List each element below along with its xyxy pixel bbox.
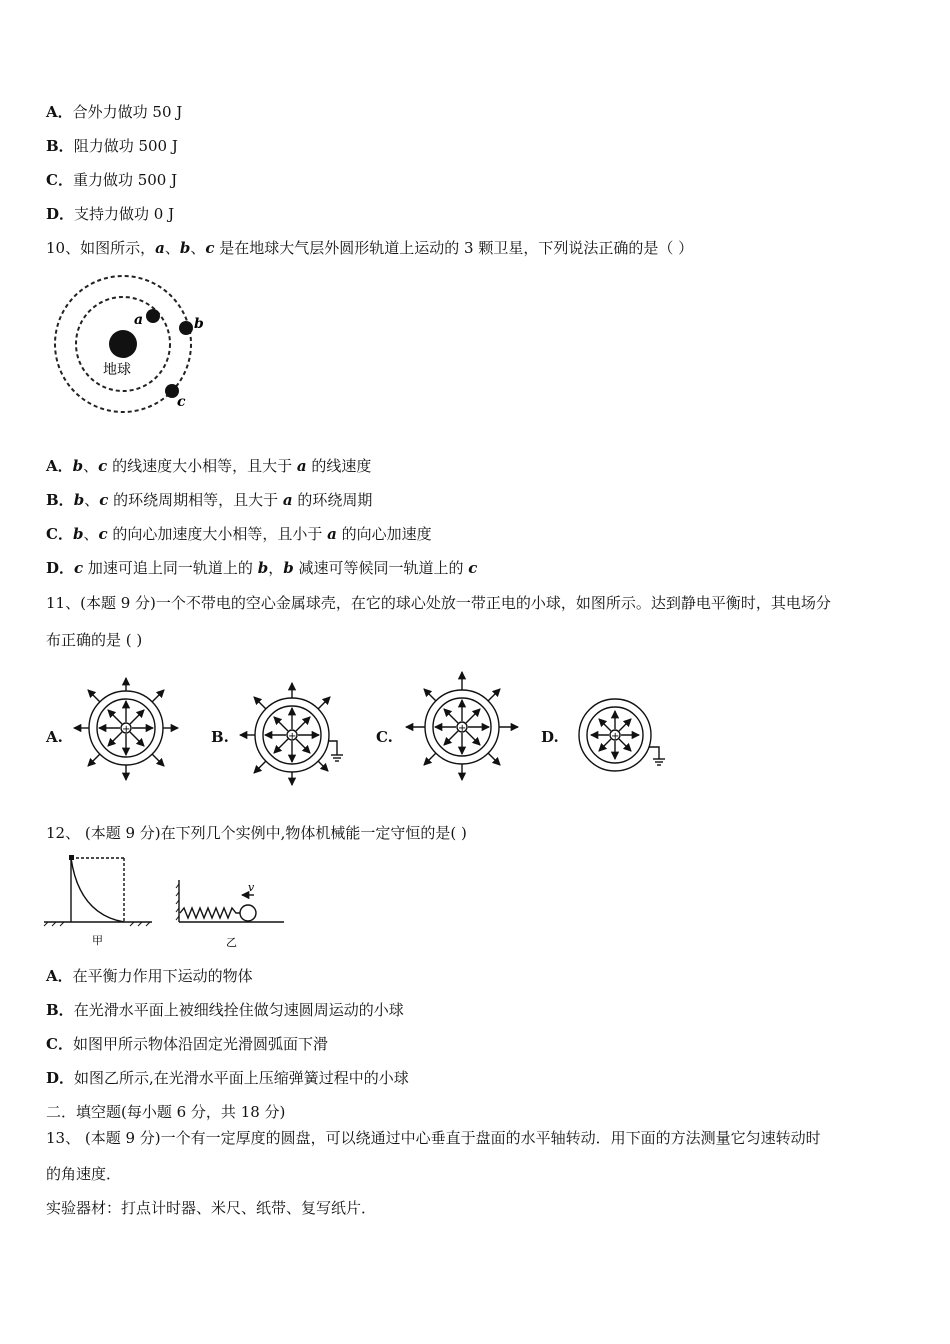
q11-figure-a [76,678,186,788]
q12-v-label: v [248,881,255,894]
q9-option-c: C．重力做功 500 J [46,171,178,189]
q10-option-b: B．b、c 的环绕周期相等，且大于 a 的环绕周期 [46,491,373,509]
q12-option-d: D．如图乙所示,在光滑水平面上压缩弹簧过程中的小球 [46,1069,409,1087]
q12-jia-label: 甲 [92,934,103,947]
q11-figure-c [412,672,522,782]
svg-text:+: + [288,731,297,742]
label-b: b [194,316,204,332]
q10-option-c: C．b、c 的向心加速度大小相等，且小于 a 的向心加速度 [46,525,432,543]
q11-stem-line1: 11、(本题 9 分)一个不带电的空心金属球壳，在它的球心处放一带正电的小球，如图所示。达到静电平衡时，其电场分 [46,594,831,612]
q12-option-a: A．在平衡力作用下运动的物体 [46,967,253,985]
earth [109,330,137,358]
q11-figure-d [577,697,677,777]
q10-orbit-figure [46,272,226,432]
label-a: a [134,312,144,328]
q13-line3: 实验器材：打点计时器、米尺、纸带、复写纸片． [46,1199,377,1217]
section2-heading: 二．填空题(每小题 6 分，共 18 分) [46,1103,286,1121]
q12-yi-label: 乙 [226,936,237,949]
q9-option-d: D．支持力做功 0 J [46,205,175,223]
q13-line1: 13、 (本题 9 分)一个有一定厚度的圆盘，可以绕通过中心垂直于盘面的水平轴转动．用下面的方法测量它匀速转动时 [46,1129,821,1147]
svg-text:+: + [458,723,467,734]
q9-option-b: B．阻力做功 500 J [46,137,178,155]
q11-label-b: B. [211,728,229,746]
q10-stem: 10、如图所示，a、b、c 是在地球大气层外圆形轨道上运动的 3 颗卫星，下列说法正确的是（ ） [46,239,694,257]
satellite-a [146,309,160,323]
q12-stem: 12、 (本题 9 分)在下列几个实例中,物体机械能一定守恒的是( ) [46,824,467,842]
svg-text:+: + [122,724,131,735]
q12-option-c: C．如图甲所示物体沿固定光滑圆弧面下滑 [46,1035,328,1053]
q10-option-a: A．b、c 的线速度大小相等，且大于 a 的线速度 [46,457,372,475]
satellite-b [179,321,193,335]
q13-line2: 的角速度． [46,1165,122,1183]
earth-label: 地球 [103,362,131,378]
q11-figure-b [242,675,352,785]
label-c: c [177,394,186,410]
q10-option-d: D．c 加速可追上同一轨道上的 b，b 减速可等候同一轨道上的 c [46,559,478,577]
q11-stem-line2: 布正确的是 ( ) [46,631,143,649]
svg-text:+: + [611,731,620,742]
q11-label-a: A. [46,728,63,746]
q12-option-b: B．在光滑水平面上被细线拴住做匀速圆周运动的小球 [46,1001,404,1019]
q9-option-a: A．合外力做功 50 J [46,103,183,121]
q11-label-d: D. [541,728,559,746]
q11-label-c: C. [376,728,393,746]
q12-figure-yi [176,880,286,950]
q12-figure-jia [44,852,154,952]
